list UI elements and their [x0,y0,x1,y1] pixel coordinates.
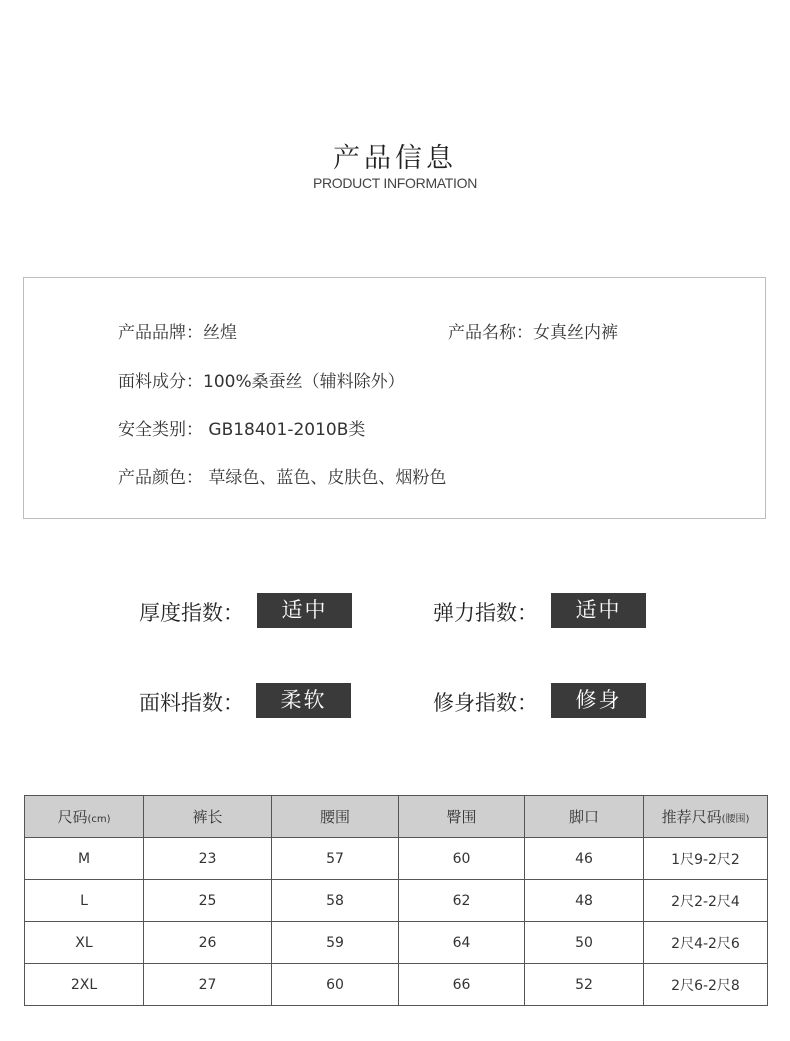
table-row [25,880,768,922]
cell-leg-opening: 52 [525,964,644,1006]
elasticity-label: 弹力指数： [433,601,538,625]
page-subtitle: PRODUCT INFORMATION [312,175,478,191]
cell-waist: 60 [272,964,399,1006]
cell-hip: 62 [399,880,525,922]
cell-size: XL [25,922,144,964]
header-waist: 腰围 [272,796,399,838]
table-row [25,838,768,880]
cell-recommended: 2尺2-2尺4 [644,880,768,922]
cell-hip: 64 [399,922,525,964]
cell-waist: 57 [272,838,399,880]
cell-recommended: 2尺4-2尺6 [644,922,768,964]
header-hip: 臀围 [399,796,525,838]
material-line: 面料成分：100%桑蚕丝（辅料除外） [118,372,405,392]
cell-length: 25 [144,880,272,922]
fit-label: 修身指数： [433,691,538,715]
cell-length: 23 [144,838,272,880]
cell-size: 2XL [25,964,144,1006]
table-row [25,964,768,1006]
cell-waist: 58 [272,880,399,922]
header-size: 尺码(cm) [25,796,144,838]
thickness-label: 厚度指数： [139,601,244,625]
thickness-value: 适中 [257,593,352,628]
table-row [25,922,768,964]
cell-waist: 59 [272,922,399,964]
cell-hip: 60 [399,838,525,880]
fabric-value: 柔软 [256,683,351,718]
cell-recommended: 2尺6-2尺8 [644,964,768,1006]
cell-leg-opening: 50 [525,922,644,964]
brand-line: 产品品牌：丝煌 [118,323,237,343]
cell-size: M [25,838,144,880]
table-header-row [25,796,768,838]
colors-line: 产品颜色： 草绿色、蓝色、皮肤色、烟粉色 [118,468,447,488]
product-info-box [23,277,766,519]
cell-leg-opening: 46 [525,838,644,880]
safety-line: 安全类别： GB18401-2010B类 [118,420,366,440]
header-recommended: 推荐尺码(腰围) [644,796,768,838]
fabric-label: 面料指数： [139,691,244,715]
size-table [24,795,768,1006]
page-title: 产品信息 [333,143,457,174]
cell-size: L [25,880,144,922]
cell-recommended: 1尺9-2尺2 [644,838,768,880]
header-length: 裤长 [144,796,272,838]
product-name-line: 产品名称：女真丝内裤 [448,323,618,343]
cell-length: 27 [144,964,272,1006]
cell-hip: 66 [399,964,525,1006]
cell-length: 26 [144,922,272,964]
fit-value: 修身 [551,683,646,718]
cell-leg-opening: 48 [525,880,644,922]
header-leg-opening: 脚口 [525,796,644,838]
elasticity-value: 适中 [551,593,646,628]
